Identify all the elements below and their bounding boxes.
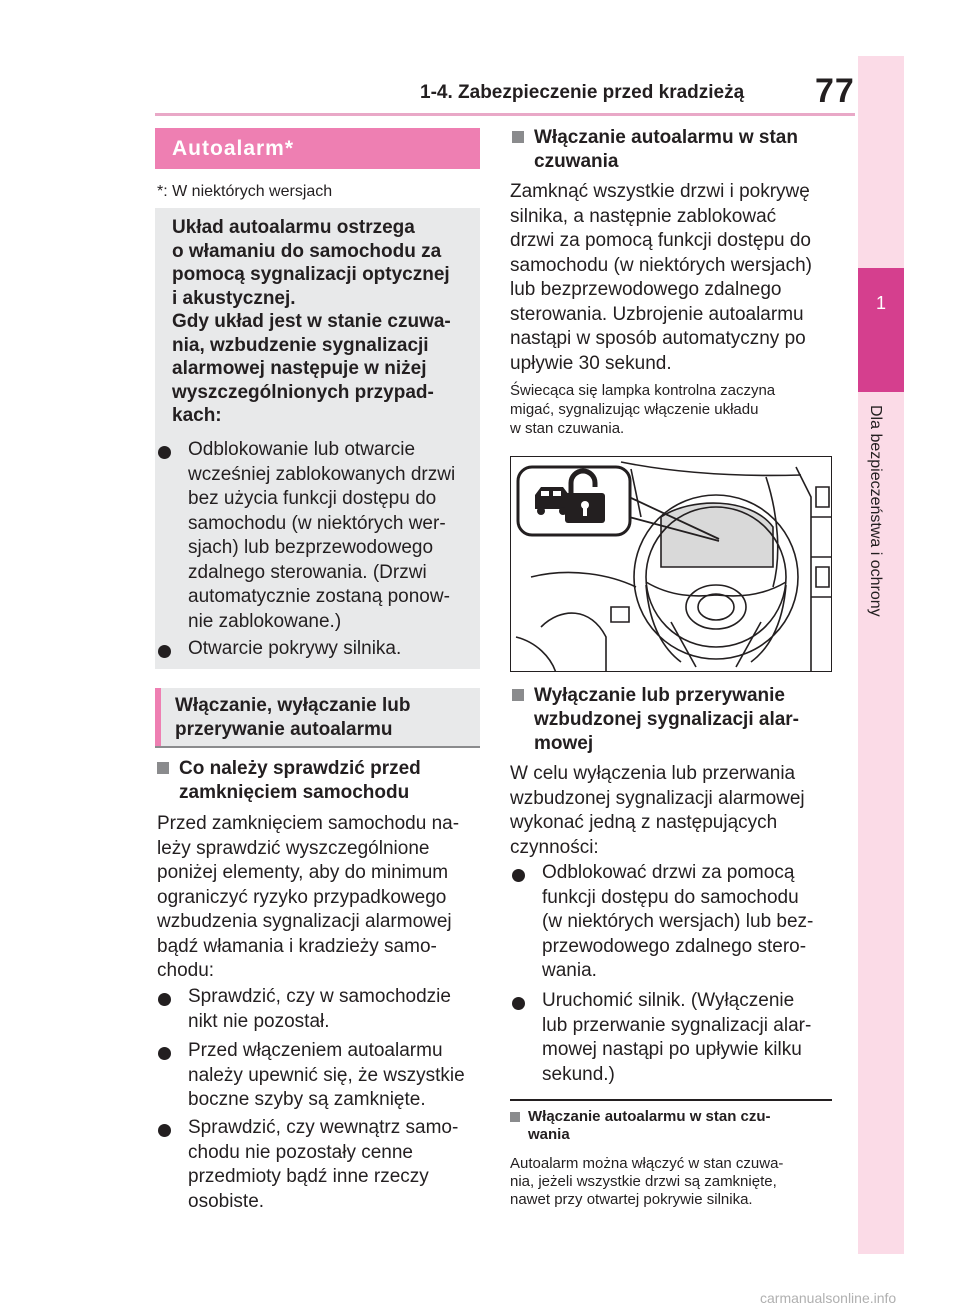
square-bullet-icon	[510, 1112, 520, 1122]
bullet-dot	[158, 1124, 171, 1137]
bullet-dot	[158, 993, 171, 1006]
security-indicator-callout	[518, 467, 630, 535]
list-item: Otwarcie pokrywy silnika.	[158, 637, 401, 662]
section-note: *: W niektórych wersjach	[157, 183, 333, 200]
chapter-tab-label: Dla bezpieczeństwa i ochrony	[867, 405, 884, 617]
side-band	[858, 56, 904, 1254]
standby-note: Świecąca się lampka kontrolna zaczyna migać, sygnalizując włączenie układu w stan czuwania.	[510, 382, 776, 437]
list-item: Odblokowanie lub otwarcie wcześniej zablokowanych drzwi bez użycia funkcji dostępu do samochodu (w niektórych wer- sjach) lub bezprzewodowego zdalnego sterowania. (Drzwi automatycznie zostaną ponow- nie zablokowane.)	[158, 438, 455, 634]
page-number: 77	[815, 72, 855, 110]
dashboard-illustration	[510, 456, 832, 672]
dashboard-drawing	[511, 457, 832, 672]
square-bullet-icon	[157, 762, 169, 774]
check-paragraph: Przed zamknięciem samochodu na- leży sprawdzić wyszczególnione poniżej elementy, aby do minimum ograniczyć ryzyko przypadkowego wzbudzenia sygnalizacji alarmowej bądź włamania i kradzieży samo- chodu:	[157, 813, 460, 981]
list-item: Odblokować drzwi za pomocą funkcji dostępu do samochodu (w niektórych wersjach) lub bez- przewodowego zdalnego stero- wania.	[512, 861, 813, 984]
chapter-tab-number: 1	[875, 293, 886, 313]
bullet-dot	[158, 1047, 171, 1060]
standby-heading: Włączanie autoalarmu w stan czuwania	[512, 126, 798, 174]
alarm-off-heading: Wyłączanie lub przerywanie wzbudzonej sygnalizacji alar- mowej	[512, 684, 799, 756]
standby-paragraph: Zamknąć wszystkie drzwi i pokrywę silnika, a następnie zablokować drzwi za pomocą funkcji dostępu do samochodu (w niektórych wersjach) lub bezprzewodowego zdalnego sterowania. Uzbrojenie autoalarmu nastąpi w sposób automatyczny po upływie 30 sekund.	[510, 181, 813, 374]
chapter-tab	[858, 268, 904, 392]
footnote-rule	[510, 1099, 832, 1101]
bullet-dot	[158, 446, 171, 459]
bullet-dot	[512, 997, 525, 1010]
alarm-off-paragraph: W celu wyłączenia lub przerwania wzbudzonej sygnalizacji alarmowej wykonać jedną z następujących czynności:	[510, 763, 805, 858]
footnote-heading: Włączanie autoalarmu w stan czu- wania	[510, 1108, 771, 1144]
list-item: Sprawdzić, czy wewnątrz samo- chodu nie pozostały cenne przedmioty bądź inne rzeczy osobiste.	[158, 1116, 458, 1214]
watermark: carmanualsonline.info	[760, 1290, 897, 1306]
subsection-title: Włączanie, wyłączanie lub przerywanie autoalarmu	[155, 688, 480, 746]
list-item: Przed włączeniem autoalarmu należy upewnić się, że wszystkie boczne szyby są zamknięte.	[158, 1039, 465, 1113]
square-bullet-icon	[512, 689, 524, 701]
chapter-header-title: 1-4. Zabezpieczenie przed kradzieżą	[420, 82, 745, 103]
bullet-dot	[512, 869, 525, 882]
bullet-dot	[158, 645, 171, 658]
subsection-rule	[155, 746, 480, 748]
footnote-text: Autoalarm można włączyć w stan czuwa- nia, jeżeli wszystkie drzwi są zamknięte, nawet przy otwartej pokrywie silnika.	[510, 1155, 784, 1208]
square-bullet-icon	[512, 131, 524, 143]
list-item: Sprawdzić, czy w samochodzie nikt nie pozostał.	[158, 985, 451, 1034]
info-box-heading: Układ autoalarmu ostrzega o włamaniu do samochodu za pomocą sygnalizacji optycznej i akustycznej. Gdy układ jest w stanie czuwa- nia, wzbudzenie sygnalizacji alarmowej następuje w niżej wyszczególnionych przypad- kach:	[172, 217, 451, 426]
header-rule	[155, 113, 855, 116]
check-heading: Co należy sprawdzić przed zamknięciem samochodu	[157, 757, 421, 805]
list-item: Uruchomić silnik. (Wyłączenie lub przerwanie sygnalizacji alar- mowej nastąpi po upływie kilku sekund.)	[512, 989, 811, 1087]
section-title: Autoalarm*	[155, 128, 480, 169]
